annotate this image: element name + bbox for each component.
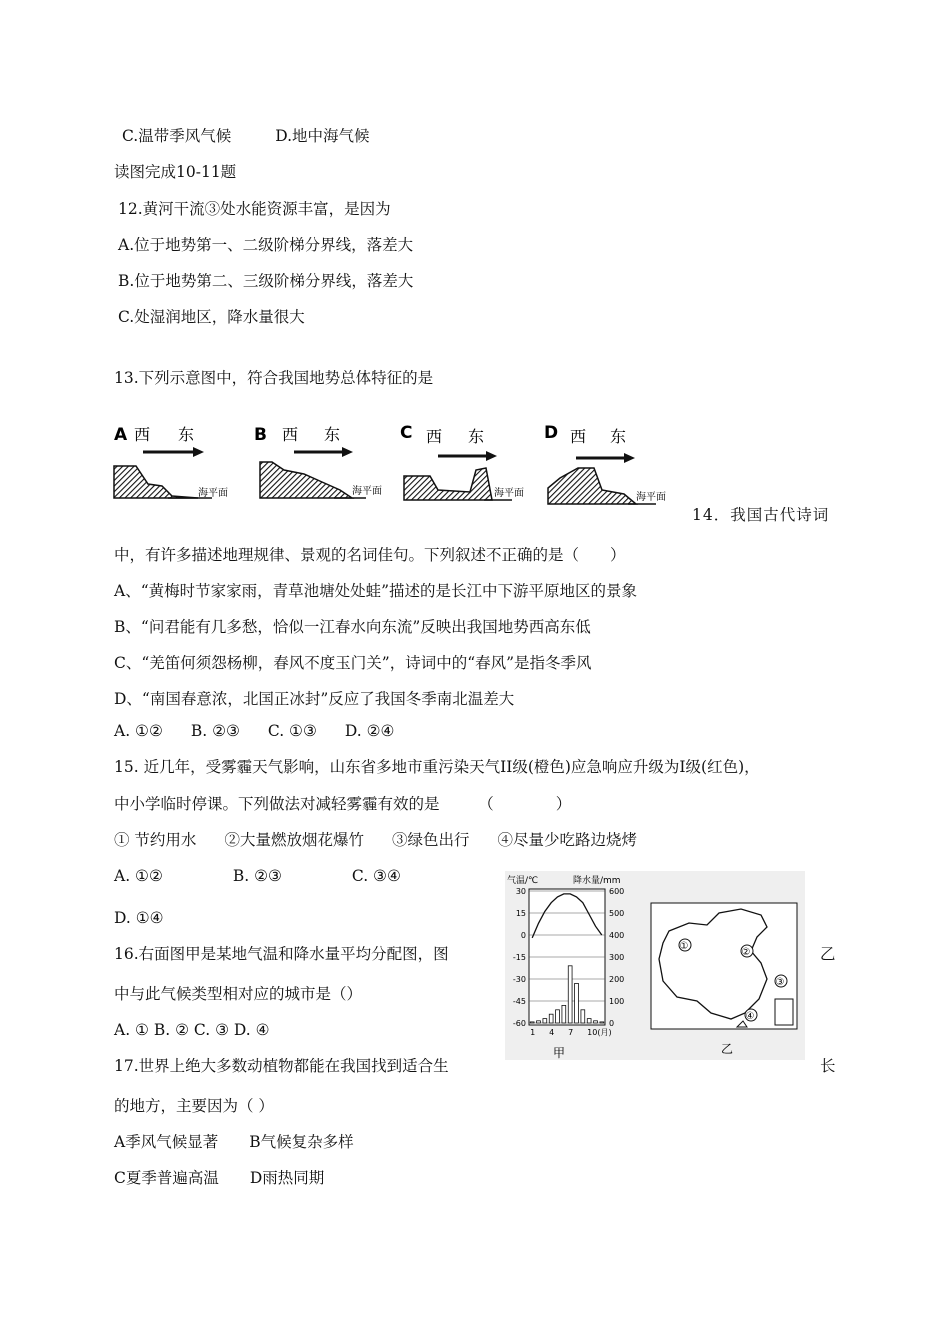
chart-precip-bar	[562, 1005, 566, 1023]
chart-temp-tick-label: -60	[512, 1019, 526, 1028]
chart-precip-tick-label: 200	[609, 975, 625, 984]
profile-a-letter: A	[114, 425, 128, 445]
q14-answer-c: C. ①③	[267, 722, 317, 740]
climate-chart	[505, 871, 645, 1060]
profile-d-west: 西	[570, 427, 587, 446]
profile-c-letter: C	[400, 423, 413, 443]
question-16: 16.右面图甲是某地气温和降水量平均分配图，图	[114, 945, 449, 963]
q15-item-2: ②大量燃放烟花爆竹	[224, 831, 364, 849]
q15-items	[114, 830, 637, 850]
q14-statement-a: A、“黄梅时节家家雨，青草池塘处处蛙”描述的是长江中下游平原地区的景象	[114, 582, 638, 600]
q15-answers	[114, 866, 401, 886]
profile-b-letter: B	[254, 425, 267, 445]
question-17: 17.世界上绝大多数动植物都能在我国找到适合生	[114, 1057, 449, 1075]
profile-d	[544, 423, 666, 504]
option-c: C.温带季风气候	[122, 127, 232, 145]
profile-b	[254, 425, 382, 498]
q15-item-4: ④尽量少吃路边烧烤	[497, 831, 637, 849]
chart-temp-tick-label: -45	[512, 997, 526, 1006]
profile-c-west: 西	[426, 427, 443, 446]
map-marker-2: ②	[741, 947, 751, 958]
q16-answers: A. ① B. ② C. ③ D. ④	[114, 1021, 270, 1039]
chart-precip-bar	[530, 1022, 534, 1023]
q12-option-a: A.位于地势第一、二级阶梯分界线，落差大	[118, 236, 414, 254]
question-15: 15. 近几年，受雾霾天气影响，山东省多地市重污染天气II级(橙色)应急响应升级为I级(红色)，	[114, 758, 760, 776]
chart-precip-tick-label: 100	[609, 997, 625, 1006]
option-d: D.地中海气候	[275, 127, 370, 145]
profile-c	[400, 423, 524, 500]
chart-x-tick-label: 7	[568, 1028, 574, 1037]
chart-precip-tick-label: 600	[609, 887, 625, 896]
q15-answer-b: B. ②③	[232, 867, 282, 885]
question-13: 13.下列示意图中，符合我国地势总体特征的是	[114, 369, 434, 387]
chart-x-ticks	[530, 1028, 611, 1037]
question-16-yi: 乙	[820, 945, 836, 963]
map-marker-4: ④	[745, 1011, 755, 1022]
chart-temp-ticks	[513, 887, 526, 1028]
profile-d-sea: 海平面	[636, 492, 666, 503]
chart-precip-tick-label: 300	[609, 953, 625, 962]
q12-option-c: C.处湿润地区，降水量很大	[118, 308, 305, 326]
chart-precip-ticks	[609, 887, 624, 1028]
q15-item-3: ③绿色出行	[391, 831, 470, 849]
option-line	[122, 126, 370, 146]
chart-precip-bar	[594, 1021, 598, 1023]
q14-statement-c: C、“羌笛何须怨杨柳，春风不度玉门关”，诗词中的“春风”是指冬季风	[114, 654, 592, 672]
profile-a-sea: 海平面	[198, 488, 228, 499]
chart-precip-tick-label: 0	[609, 1019, 615, 1028]
terrain-profiles	[108, 418, 688, 518]
q14-answer-a: A. ①②	[114, 722, 163, 740]
chart-precip-bar	[581, 1010, 585, 1023]
map-marker-3: ③	[775, 977, 785, 988]
q15-item-1: ① 节约用水	[114, 831, 197, 849]
chart-precip-bar	[556, 1010, 560, 1023]
q14-statement-b: B、“问君能有几多愁，恰似一江春水向东流”反映出我国地势西高东低	[114, 618, 591, 636]
chart-precip-bar	[575, 983, 579, 1023]
question-15-cont: 中小学临时停课。下列做法对减轻雾霾有效的是 （ ）	[114, 795, 572, 813]
question-14: 中，有许多描述地理规律、景观的名词佳句。下列叙述不正确的是（ ）	[114, 546, 626, 564]
q14-answer-d: D. ②④	[344, 722, 395, 740]
chart-x-tick-label: 1	[530, 1028, 536, 1037]
chart-temp-tick-label: 0	[520, 931, 526, 940]
profile-a	[114, 425, 228, 499]
q14-answer-b: B. ②③	[190, 722, 240, 740]
q17-options-ab: A季风气候显著 B气候复杂多样	[114, 1133, 354, 1151]
chart-precip-tick-label: 400	[609, 931, 625, 940]
question-14-start: 14．我国古代诗词	[692, 506, 830, 524]
china-map	[649, 901, 801, 1057]
chart-temp-tick-label: 30	[515, 887, 526, 896]
profile-d-east: 东	[610, 427, 627, 446]
chart-temp-label: 气温/℃	[507, 876, 539, 886]
q17-options-cd: C夏季普遍高温 D雨热同期	[114, 1169, 325, 1187]
profile-a-west: 西	[134, 425, 151, 444]
profile-b-sea: 海平面	[352, 486, 382, 497]
profile-a-east: 东	[178, 425, 195, 444]
chart-title: 甲	[553, 1046, 566, 1060]
chart-x-tick-label: 10(月)	[587, 1028, 612, 1037]
chart-precip-tick-label: 500	[609, 909, 625, 918]
question-16-cont: 中与此气候类型相对应的城市是（）	[114, 985, 363, 1003]
q12-option-b: B.位于地势第二、三级阶梯分界线，落差大	[118, 272, 414, 290]
chart-temp-tick-label: -15	[512, 953, 526, 962]
q14-answers	[114, 721, 394, 741]
profile-b-east: 东	[324, 425, 341, 444]
q15-answer-c: C. ③④	[351, 867, 401, 885]
chart-temp-tick-label: 15	[515, 909, 526, 918]
chart-precip-label: 降水量/mm	[573, 876, 621, 886]
question-17-chang: 长	[820, 1057, 836, 1075]
q14-statement-d: D、“南国春意浓，北国正冰封”反应了我国冬季南北温差大	[114, 690, 515, 708]
chart-precip-bar	[568, 966, 572, 1023]
profile-d-letter: D	[544, 423, 559, 443]
chart-precip-bar	[537, 1021, 541, 1023]
chart-temp-tick-label: -30	[512, 975, 526, 984]
q15-answer-a: A. ①②	[114, 867, 163, 885]
map-label: 乙	[721, 1042, 734, 1056]
profile-b-west: 西	[282, 425, 299, 444]
chart-precip-bar	[549, 1014, 553, 1023]
chart-x-tick-label: 4	[549, 1028, 555, 1037]
chart-precip-bar	[543, 1019, 547, 1023]
map-marker-1: ①	[679, 941, 689, 952]
chart-precip-bar	[600, 1022, 604, 1023]
q15-answer-d: D. ①④	[114, 909, 164, 927]
instruction: 读图完成10-11题	[114, 163, 237, 181]
profile-c-sea: 海平面	[494, 488, 524, 499]
question-12: 12.黄河干流③处水能资源丰富，是因为	[118, 200, 391, 218]
question-17-cont: 的地方，主要因为（ ）	[114, 1097, 274, 1115]
profile-c-east: 东	[468, 427, 485, 446]
chart-precip-bar	[587, 1019, 591, 1023]
figure-panel	[505, 871, 805, 1060]
